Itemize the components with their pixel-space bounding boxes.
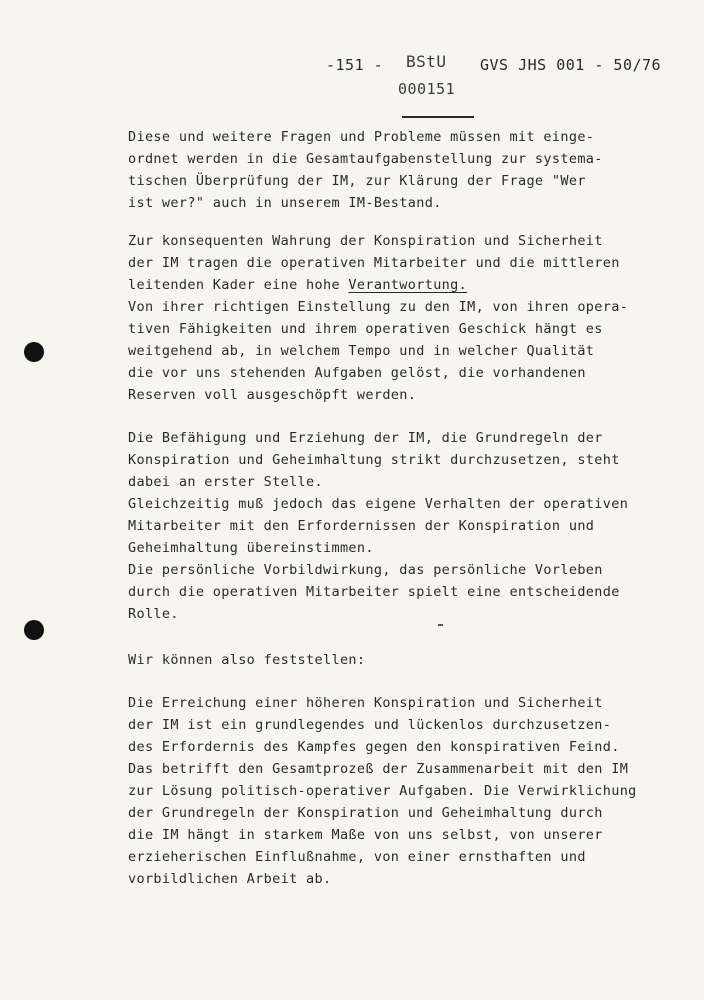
text-line: Mitarbeiter mit den Erfordernissen der Konspiration und (128, 518, 595, 534)
paragraph-3 (128, 427, 668, 625)
paragraph-2 (128, 230, 668, 406)
text-line: ordnet werden in die Gesamtaufgabenstellung zur systema- (128, 151, 603, 167)
text-line: durch die operativen Mitarbeiter spielt eine entscheidende (128, 584, 620, 600)
text-line: Wir können also feststellen: (128, 652, 366, 668)
text-line: Die Befähigung und Erziehung der IM, die Grundregeln der (128, 430, 603, 446)
paragraph-1 (128, 126, 668, 214)
paragraph-4 (128, 649, 668, 671)
text-line: der Grundregeln der Konspiration und Geheimhaltung durch (128, 805, 603, 821)
underlined-word: Verantwortung. (348, 277, 468, 293)
text-line: Diese und weitere Fragen und Probleme müssen mit einge- (128, 129, 595, 145)
text-line: tiven Fähigkeiten und ihrem operativen Geschick hängt es (128, 321, 603, 337)
stamp-number: 000151 (398, 80, 456, 98)
text-line: Das betrifft den Gesamtprozeß der Zusammenarbeit mit den IM (128, 761, 629, 777)
text-line: Geheimhaltung übereinstimmen. (128, 540, 374, 556)
text-line: Rolle. (128, 606, 179, 622)
text-line: zur Lösung politisch-operativer Aufgaben. Die Verwirklichung (128, 783, 637, 799)
text-line: ist wer?" auch in unserem IM-Bestand. (128, 195, 442, 211)
text-line: die IM hängt in starkem Maße von uns selbst, von unserer (128, 827, 603, 843)
text-line: die vor uns stehenden Aufgaben gelöst, die vorhandenen (128, 365, 586, 381)
paragraph-5 (128, 692, 668, 890)
text-line: Von ihrer richtigen Einstellung zu den IM, von ihren opera- (128, 299, 629, 315)
text-line: der IM tragen die operativen Mitarbeiter und die mittleren (128, 255, 620, 271)
text-line: tischen Überprüfung der IM, zur Klärung der Frage "Wer (128, 173, 586, 189)
punch-hole (24, 620, 44, 640)
text-line: vorbildlichen Arbeit ab. (128, 871, 332, 887)
text-line: des Erfordernis des Kampfes gegen den konspirativen Feind. (128, 739, 620, 755)
page-number: -151 - (326, 56, 384, 74)
text-line: Konspiration und Geheimhaltung strikt durchzusetzen, steht (128, 452, 620, 468)
text-line: Reserven voll ausgeschöpft werden. (128, 387, 417, 403)
text-line (128, 274, 668, 296)
document-reference: GVS JHS 001 - 50/76 (480, 56, 662, 74)
text-line: weitgehend ab, in welchem Tempo und in welcher Qualität (128, 343, 595, 359)
text-line: Die persönliche Vorbildwirkung, das persönliche Vorleben (128, 562, 603, 578)
text-line: Die Erreichung einer höheren Konspiration und Sicherheit (128, 695, 603, 711)
archive-stamp: BStU (406, 52, 447, 71)
text-line: dabei an erster Stelle. (128, 474, 323, 490)
text-line: Gleichzeitig muß jedoch das eigene Verhalten der operativen (128, 496, 629, 512)
text-line-prefix: leitenden Kader eine hohe (128, 277, 349, 293)
punch-hole (24, 342, 44, 362)
stamp-underline (402, 116, 474, 118)
text-line: Zur konsequenten Wahrung der Konspiration und Sicherheit (128, 233, 603, 249)
text-line: der IM ist ein grundlegendes und lückenlos durchzusetzen- (128, 717, 612, 733)
text-line: erzieherischen Einflußnahme, von einer ernsthaften und (128, 849, 586, 865)
